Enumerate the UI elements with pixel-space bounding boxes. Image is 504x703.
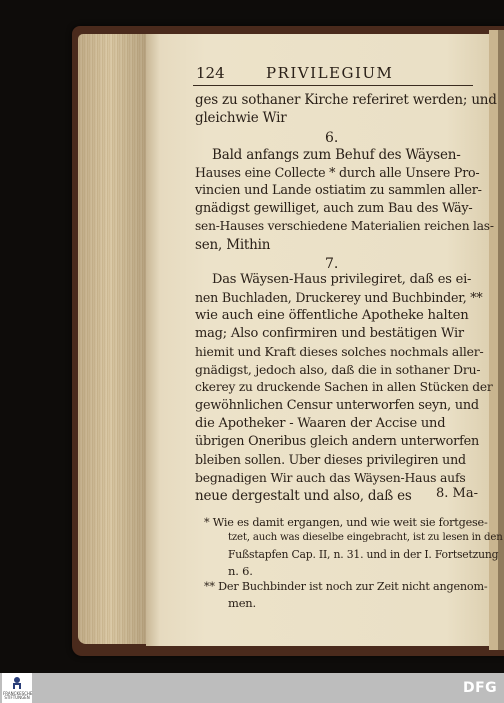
francke-logo-text: FRANCKESCHE STIFTUNGEN (3, 691, 33, 700)
text-line: neue dergestalt und also, daß es (195, 488, 412, 504)
text-line: gnädigst gewilliget, auch zum Bau des Wäy- (195, 201, 473, 216)
header-rule (193, 85, 473, 86)
text-line: übrigen Oneribus gleich andern unterworfen (195, 434, 480, 449)
section-number: 6. (325, 130, 339, 146)
text-line: die Apotheker - Waaren der Accise und (195, 416, 446, 431)
text-line: wie auch eine öffentliche Apotheke halten (195, 308, 469, 323)
footnote-line: Fußstapfen Cap. II, n. 31. und in der I. Fortsetzung (228, 548, 499, 561)
text-line: nen Buchladen, Druckerey und Buchbinder, ** (195, 290, 483, 305)
next-page-shadow (498, 30, 504, 650)
text-line: Bald anfangs zum Behuf des Wäysen- (212, 147, 461, 163)
footnote-line: ** Der Buchbinder ist noch zur Zeit nicht angenom- (204, 580, 488, 593)
text-line: vincien und Lande ostiatim zu sammlen aller- (195, 183, 482, 198)
text-line: gewöhnlichen Censur unterworfen seyn, und (195, 398, 479, 413)
text-line: gleichwie Wir (195, 110, 287, 126)
catchword: 8. Ma- (436, 486, 478, 501)
francke-logo-mark-icon (10, 676, 24, 690)
footnote-line: men. (228, 596, 256, 610)
section-number: 7. (325, 256, 339, 272)
text-line: ckerey zu druckende Sachen in allen Stücken der (195, 380, 493, 394)
text-line: Hauses eine Collecte * durch alle Unsere Pro- (195, 165, 480, 180)
running-head: PRIVILEGIUM (266, 64, 394, 82)
page-number: 124 (196, 64, 225, 82)
text-line: hiemit und Kraft dieses solches nochmals aller- (195, 344, 484, 359)
footnote-line: n. 6. (228, 564, 253, 578)
text-line: mag; Also confirmiren und bestätigen Wir (195, 326, 464, 341)
footnote-line: * Wie es damit ergangen, und wie weit sie fortgese- (204, 516, 488, 529)
text-line: gnädigst, jedoch also, daß die in sothaner Dru- (195, 362, 481, 377)
text-line: sen-Hauses verschiedene Materialien reichen las- (195, 219, 494, 233)
text-line: ges zu sothaner Kirche referiret werden; und (195, 92, 497, 108)
text-line: Das Wäysen-Haus privilegiret, daß es ei- (212, 272, 472, 287)
dfg-logo[interactable]: DFG (463, 680, 498, 696)
text-line: begnadigen Wir auch das Wäysen-Haus aufs (195, 470, 466, 485)
footer-bar (0, 673, 504, 703)
text-line: sen, Mithin (195, 237, 271, 253)
text-line: bleiben sollen. Uber dieses privilegiren und (195, 452, 466, 467)
footnote-line: tzet, auch was dieselbe eingebracht, ist zu lesen in den (228, 532, 503, 543)
